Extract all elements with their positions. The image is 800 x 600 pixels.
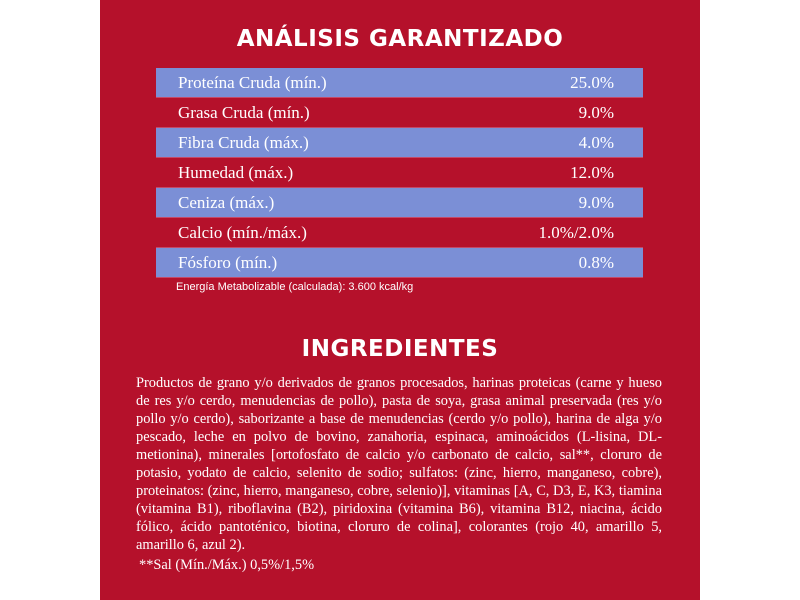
table-row bbox=[156, 218, 643, 248]
row-value: 0.8% bbox=[578, 252, 614, 272]
row-value: 9.0% bbox=[578, 102, 614, 122]
row-label: Grasa Cruda (mín.) bbox=[178, 102, 310, 122]
ingredients-text: Productos de grano y/o derivados de granos procesados, harinas proteicas (carne y hueso de res y/o cerdo, menudencias de pollo), pasta de soya, grasa animal preservada (res y/o pollo y/o cerdo), saborizante a base de menudencias (cerdo y/o pollo), harina de alga y/o pescado, leche en polvo de bovino, zanahoria, espinaca, aminoácidos (L-lisina, DL-metionina), minerales [ortofosfato de calcio y/o carbonato de calcio, sal**, cloruro de potasio, yodato de calcio, selenito de sodio; sulfatos: (zinc, hierro, manganeso, cobre), proteinatos: (zinc, hierro, manganeso, cobre, selenio)], vitaminas [A, C, D3, E, K3, tiamina (vitamina B1), riboflavina (B2), piridoxina (vitamina B6), vitamina B12, niacina, ácido fólico, ácido pantoténico, biotina, cloruro de colina], colorantes (rojo 40, amarillo 5, amarillo 6, azul 2). bbox=[136, 375, 662, 553]
row-label: Calcio (mín./máx.) bbox=[178, 222, 307, 242]
row-label: Humedad (máx.) bbox=[178, 162, 294, 182]
analysis-title: ANÁLISIS GARANTIZADO bbox=[236, 26, 564, 52]
table-row bbox=[156, 98, 643, 128]
row-value: 1.0%/2.0% bbox=[538, 222, 614, 242]
table-row bbox=[156, 158, 643, 188]
table-row bbox=[156, 128, 643, 158]
energy-note: Energía Metabolizable (calculada): 3.600 kcal/kg bbox=[176, 281, 414, 293]
label-panel bbox=[100, 0, 700, 600]
row-value: 25.0% bbox=[570, 72, 614, 92]
analysis-table bbox=[156, 68, 643, 278]
row-label: Fibra Cruda (máx.) bbox=[178, 132, 309, 152]
ingredients-title: INGREDIENTES bbox=[301, 336, 499, 362]
row-label: Proteína Cruda (mín.) bbox=[178, 72, 327, 92]
row-value: 9.0% bbox=[578, 192, 614, 212]
table-row bbox=[156, 68, 643, 98]
row-value: 12.0% bbox=[570, 162, 614, 182]
row-label: Fósforo (mín.) bbox=[178, 252, 278, 272]
row-label: Ceniza (máx.) bbox=[178, 192, 275, 212]
table-row bbox=[156, 248, 643, 278]
row-value: 4.0% bbox=[578, 132, 614, 152]
table-row bbox=[156, 188, 643, 218]
salt-note: **Sal (Mín./Máx.) 0,5%/1,5% bbox=[139, 557, 315, 573]
